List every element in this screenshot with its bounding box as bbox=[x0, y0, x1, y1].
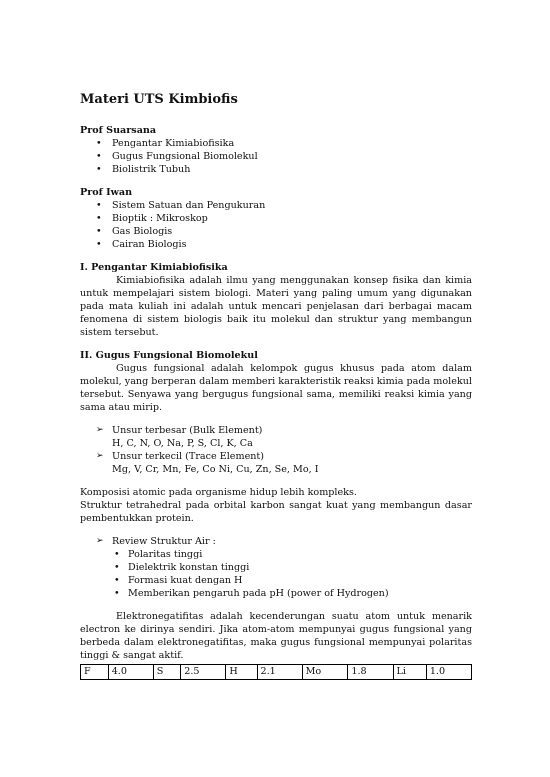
list-item: • Formasi kuat dengan H bbox=[80, 574, 472, 587]
review-label: ➢ Review Struktur Air : bbox=[80, 535, 472, 548]
list-item: • Pengantar Kimiabiofisika bbox=[80, 137, 472, 150]
list-item: • Gugus Fungsional Biomolekul bbox=[80, 150, 472, 163]
lecturer-2-topics bbox=[80, 199, 472, 251]
table-cell: Mo bbox=[302, 665, 348, 680]
list-item: • Cairan Biologis bbox=[80, 238, 472, 251]
table-cell: H bbox=[226, 665, 257, 680]
list-item: • Memberikan pengaruh pada pH (power of Hydrogen) bbox=[80, 587, 472, 600]
document-page bbox=[80, 92, 472, 680]
table-cell: 1.0 bbox=[426, 665, 471, 680]
list-item: • Bioptik : Mikroskop bbox=[80, 212, 472, 225]
table-cell: F bbox=[81, 665, 109, 680]
table-cell: Li bbox=[393, 665, 426, 680]
lecturer-2-name: Prof Iwan bbox=[80, 187, 133, 198]
section-1-heading: I. Pengantar Kimiabiofisika bbox=[80, 262, 228, 273]
elektronegatifitas-text: Elektronegatifitas adalah kecenderungan suatu atom untuk menarik electron ke dirinya sendiri. Jika atom-atom mempunyai gugus fungsional yang berbeda dalam elektronegatifitas, maka gugus fungsional mempunyai polaritas tinggi & sangat aktif. bbox=[80, 611, 472, 661]
table-cell: 1.8 bbox=[348, 665, 393, 680]
electronegativity-table bbox=[80, 664, 472, 680]
lecturer-1-topics bbox=[80, 137, 472, 176]
bulk-element-label: ➢ Unsur terbesar (Bulk Element) bbox=[80, 424, 472, 437]
list-item: • Dielektrik konstan tinggi bbox=[80, 561, 472, 574]
table-row bbox=[81, 665, 472, 680]
section-1-body: Kimiabiofisika adalah ilmu yang menggunakan konsep fisika dan kimia untuk mempelajari sistem biologi. Materi yang paling umum yang digunakan pada mata kuliah ini adalah untuk mencari penjelasan dari berbagai macam fenomena di sistem biologis baik itu molekul dan struktur yang membangun sistem tersebut. bbox=[80, 275, 472, 338]
struktur-text: Struktur tetrahedral pada orbital karbon sangat kuat yang membangun dasar pembentukkan protein. bbox=[80, 500, 472, 524]
list-item: • Sistem Satuan dan Pengukuran bbox=[80, 199, 472, 212]
section-2-body: Gugus fungsional adalah kelompok gugus khusus pada atom dalam molekul, yang berperan dalam memberi karakteristik reaksi kimia pada molekul tersebut. Senyawa yang bergugus fungsional sama, memiliki reaksi kimia yang sama atau mirip. bbox=[80, 363, 472, 413]
table-cell: S bbox=[153, 665, 181, 680]
list-item: • Gas Biologis bbox=[80, 225, 472, 238]
lecturer-1-name: Prof Suarsana bbox=[80, 125, 157, 136]
section-2-heading: II. Gugus Fungsional Biomolekul bbox=[80, 350, 258, 361]
table-cell: 2.1 bbox=[257, 665, 302, 680]
review-list bbox=[80, 548, 472, 600]
table-cell: 4.0 bbox=[108, 665, 153, 680]
trace-element-list: Mg, V, Cr, Mn, Fe, Co Ni, Cu, Zn, Se, Mo, I bbox=[112, 464, 319, 475]
trace-element-label: ➢ Unsur terkecil (Trace Element) bbox=[80, 450, 472, 463]
list-item: • Polaritas tinggi bbox=[80, 548, 472, 561]
list-item: • Biolistrik Tubuh bbox=[80, 163, 472, 176]
bulk-element-list: H, C, N, O, Na, P, S, Cl, K, Ca bbox=[112, 438, 253, 449]
document-title: Materi UTS Kimbiofis bbox=[80, 92, 238, 107]
table-cell: 2.5 bbox=[181, 665, 226, 680]
komposisi-text: Komposisi atomic pada organisme hidup lebih kompleks. bbox=[80, 487, 357, 498]
